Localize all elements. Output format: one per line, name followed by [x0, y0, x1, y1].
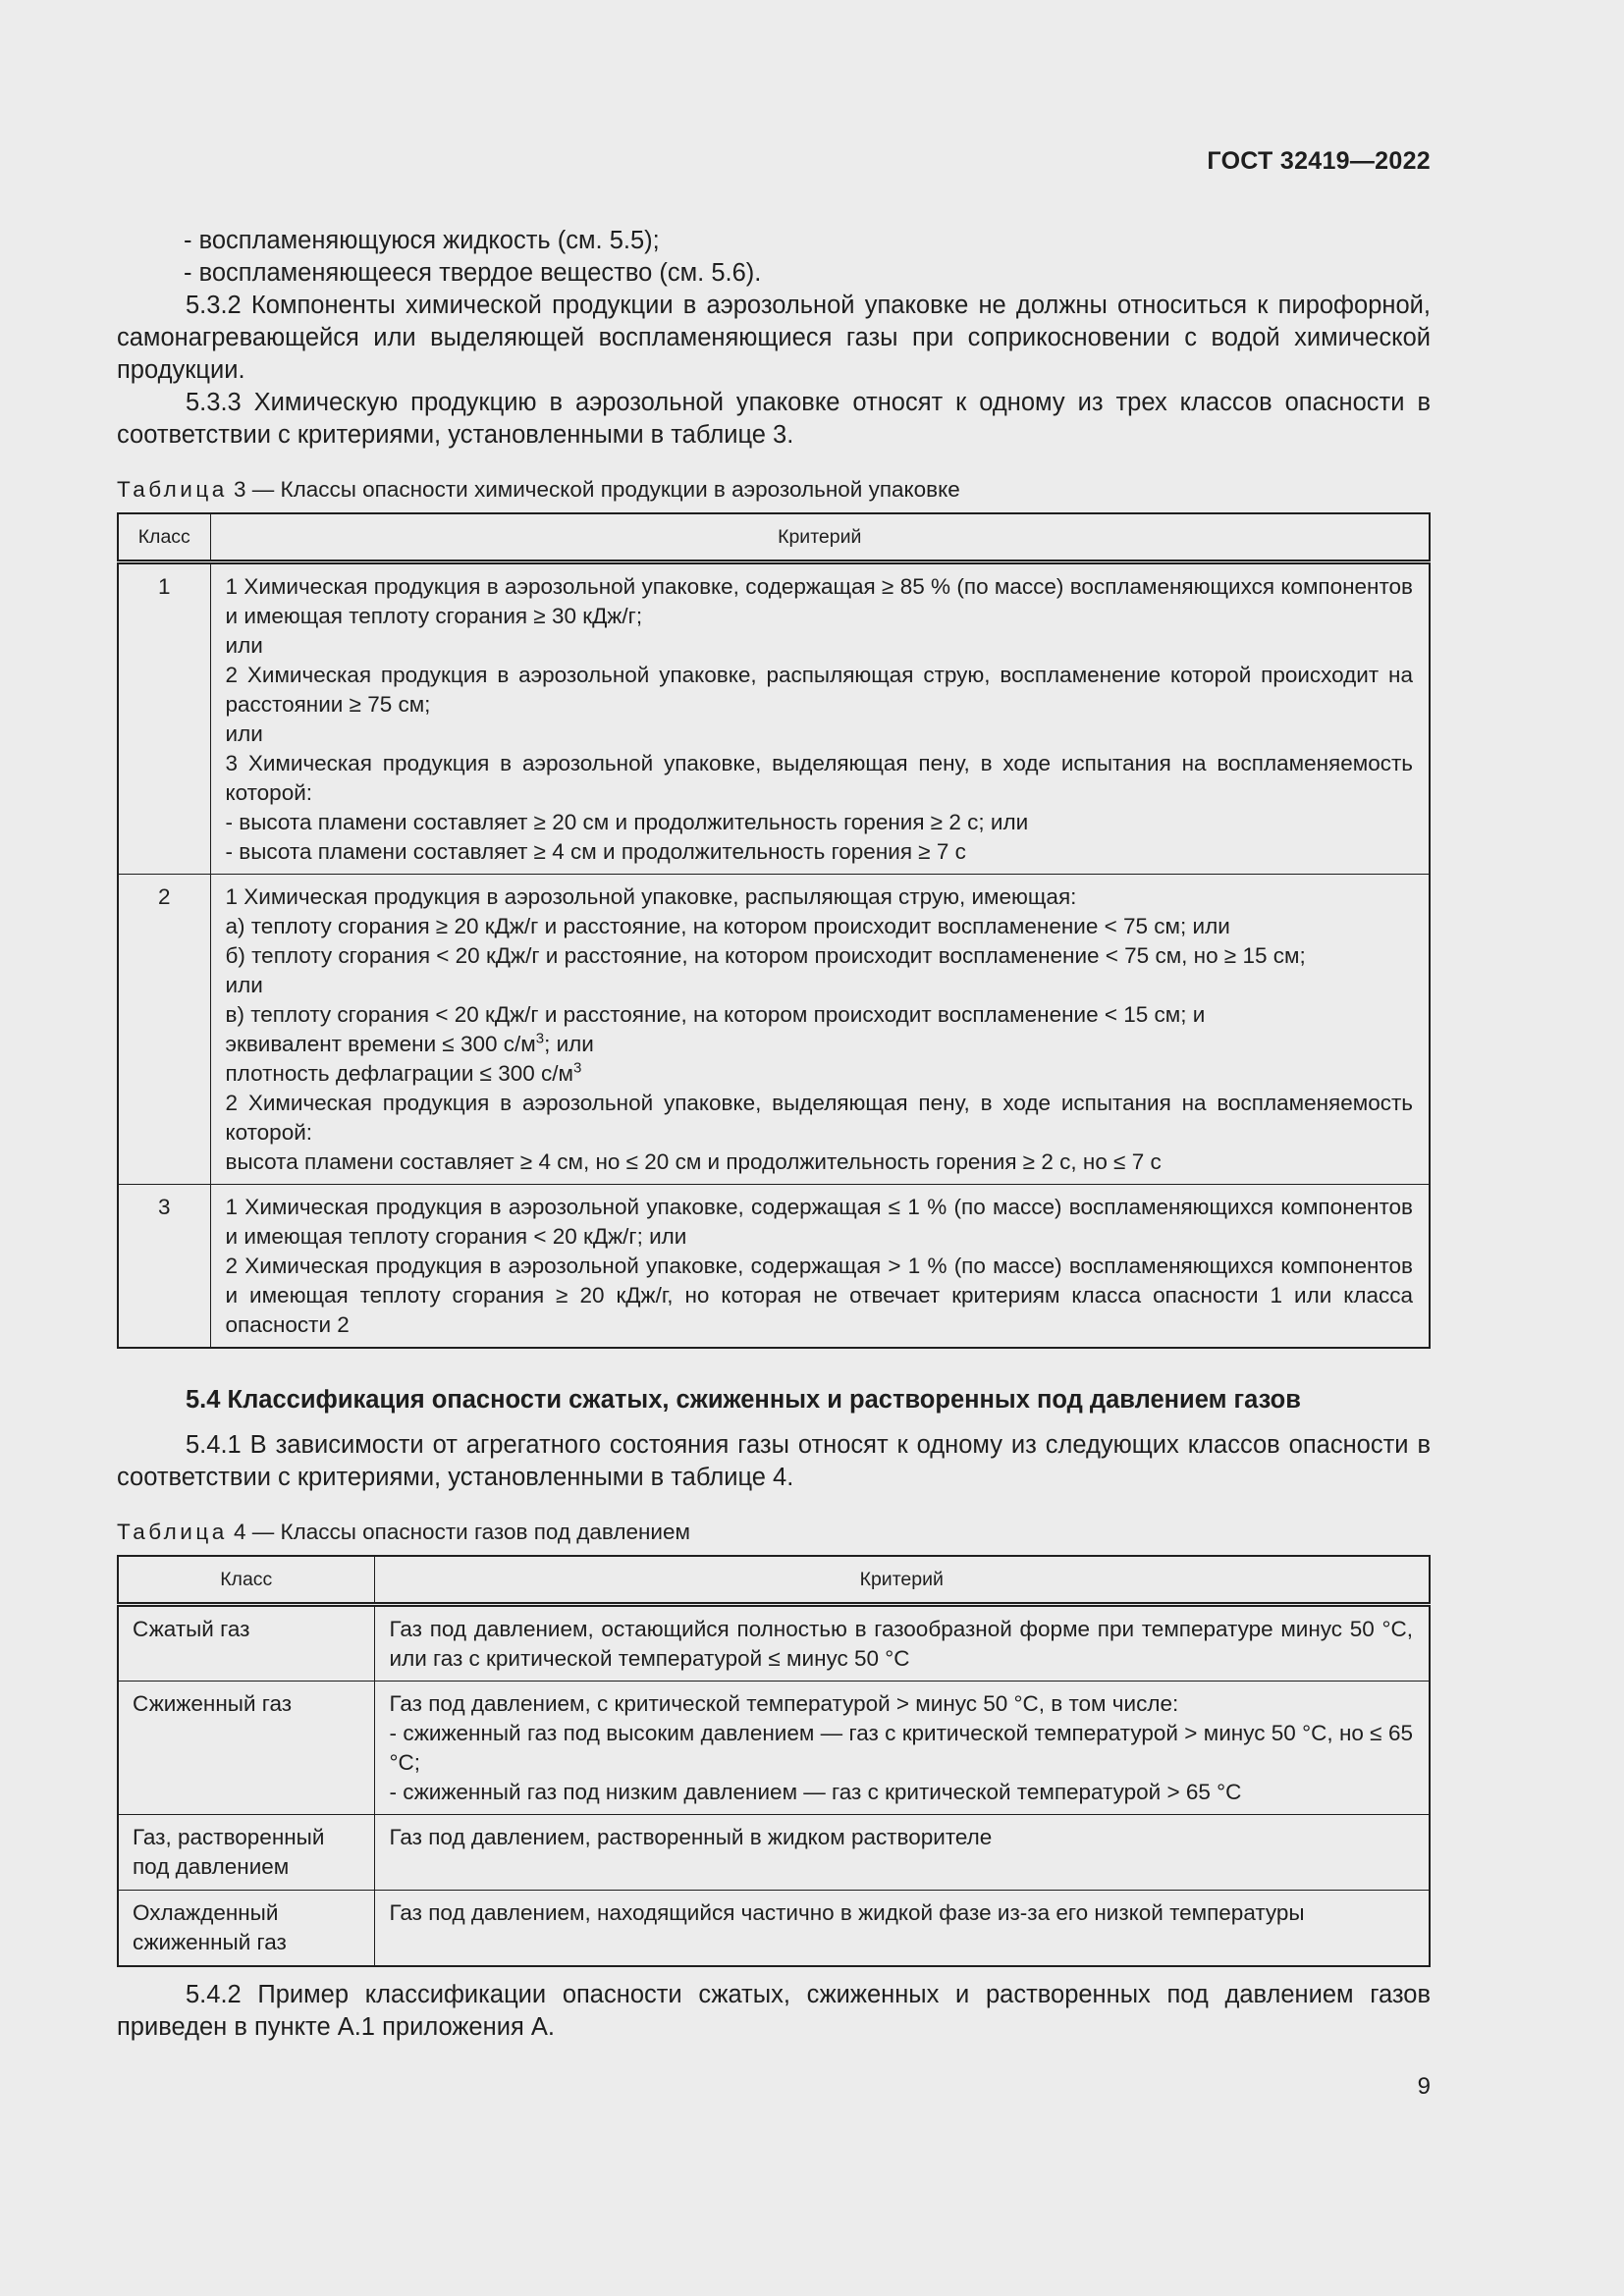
document-header: ГОСТ 32419—2022: [1207, 147, 1431, 175]
criterion-line: Газ под давлением, растворенный в жидком растворителе: [389, 1825, 993, 1849]
criterion-line: 2 Химическая продукция в аэрозольной упаковке, выделяющая пену, в ходе испытания на воспламеняемость которой:: [225, 1091, 1413, 1145]
page-content: [117, 225, 1431, 2044]
table-row: [118, 1682, 1430, 1815]
column-header-class: Класс: [118, 1556, 374, 1605]
criterion-line: или: [225, 633, 263, 658]
criterion-text: ; или: [544, 1032, 594, 1056]
page-number: 9: [1417, 2073, 1431, 2100]
class-cell: Газ, растворенный под давлением: [118, 1815, 374, 1891]
bullet-item: - воспламеняющееся твердое вещество (см. 5.6).: [184, 259, 762, 287]
criterion-cell: [210, 875, 1430, 1185]
criterion-line: [226, 1059, 1414, 1089]
caption-prefix: Таблица: [117, 1520, 228, 1544]
table-4-caption: [117, 1518, 1431, 1547]
criterion-line: Газ под давлением, остающийся полностью в газообразной форме при температуре минус 50 °С, или газ с критической температурой ≤ минус 50 °С: [389, 1617, 1413, 1671]
section-5-4-heading: 5.4 Классификация опасности сжатых, сжиженных и растворенных под давлением газов: [186, 1386, 1301, 1414]
criterion-line: Газ под давлением, с критической температурой > минус 50 °С, в том числе:: [389, 1691, 1179, 1716]
criterion-line: или: [225, 721, 263, 746]
criterion-line: высота пламени составляет ≥ 4 см, но ≤ 20 см и продолжительность горения ≥ 2 с, но ≤ 7 с: [225, 1149, 1162, 1174]
superscript: 3: [535, 1030, 545, 1047]
paragraph-5-4-2: 5.4.2 Пример классификации опасности сжатых, сжиженных и растворенных под давлением газов приведен в пункте А.1 приложения А.: [117, 1981, 1431, 2041]
criterion-line: - сжиженный газ под низким давлением — газ с критической температурой > 65 °С: [389, 1780, 1242, 1804]
criterion-text: плотность дефлаграции ≤ 300 с/м: [225, 1061, 574, 1086]
criterion-line: б) теплоту сгорания < 20 кДж/г и расстояние, на котором происходит воспламенение < 75 см, но ≥ 15 см;: [225, 943, 1306, 968]
criterion-line: 1 Химическая продукция в аэрозольной упаковке, содержащая ≤ 1 % (по массе) воспламеняющихся компонентов и имеющая теплоту сгорания < 20 кДж/г; или: [225, 1195, 1413, 1249]
criterion-text: эквивалент времени ≤ 300 с/м: [225, 1032, 536, 1056]
criterion-line: 3 Химическая продукция в аэрозольной упаковке, выделяющая пену, в ходе испытания на воспламеняемость которой:: [225, 751, 1413, 805]
table-row: [118, 1605, 1430, 1682]
criterion-line: 1 Химическая продукция в аэрозольной упаковке, содержащая ≥ 85 % (по массе) воспламеняющихся компонентов и имеющая теплоту сгорания ≥ 30 кДж/г;: [225, 574, 1413, 628]
class-cell: Охлажденный сжиженный газ: [118, 1891, 374, 1967]
table-4: [117, 1555, 1431, 1967]
caption-text: 4 — Классы опасности газов под давлением: [227, 1520, 690, 1544]
paragraph-5-3-2: 5.3.2 Компоненты химической продукции в аэрозольной упаковке не должны относиться к пирофорной, самонагревающейся или выделяющей воспламеняющиеся газы при соприкосновении с водой химической продукции.: [117, 292, 1431, 384]
class-cell: Сжиженный газ: [118, 1682, 374, 1815]
criterion-line: или: [225, 973, 263, 997]
criterion-line: - сжиженный газ под высоким давлением — газ с критической температурой > минус 50 °С, но ≤ 65 °С;: [389, 1721, 1413, 1775]
criterion-line: а) теплоту сгорания ≥ 20 кДж/г и расстояние, на котором происходит воспламенение < 75 см; или: [225, 914, 1230, 938]
paragraph-5-4-1: 5.4.1 В зависимости от агрегатного состояния газы относят к одному из следующих классов опасности в соответствии с критериями, установленными в таблице 4.: [117, 1431, 1431, 1491]
paragraph-5-3-3: 5.3.3 Химическую продукцию в аэрозольной упаковке относят к одному из трех классов опасности в соответствии с критериями, установленными в таблице 3.: [117, 389, 1431, 449]
caption-text: 3 — Классы опасности химической продукции в аэрозольной упаковке: [227, 477, 960, 502]
table-header-row: [118, 1556, 1430, 1605]
class-cell: Сжатый газ: [118, 1605, 374, 1682]
bullet-item: - воспламеняющуюся жидкость (см. 5.5);: [184, 227, 660, 254]
criterion-cell: [374, 1815, 1430, 1891]
column-header-criterion: Критерий: [374, 1556, 1430, 1605]
class-cell: 3: [118, 1185, 210, 1349]
table-header-row: [118, 513, 1430, 562]
criterion-line: 2 Химическая продукция в аэрозольной упаковке, содержащая > 1 % (по массе) воспламеняющихся компонентов и имеющая теплоту сгорания ≥ 20 кДж/г, но которая не отвечает критериям класса опасности 1 или класса опасности 2: [225, 1254, 1413, 1337]
class-cell: 1: [118, 562, 210, 875]
table-3: [117, 512, 1431, 1349]
criterion-cell: [374, 1891, 1430, 1967]
criterion-line: - высота пламени составляет ≥ 4 см и продолжительность горения ≥ 7 с: [225, 839, 966, 864]
criterion-line: 1 Химическая продукция в аэрозольной упаковке, распыляющая струю, имеющая:: [225, 884, 1077, 909]
criterion-line: - высота пламени составляет ≥ 20 см и продолжительность горения ≥ 2 с; или: [225, 810, 1029, 834]
table-row: [118, 875, 1430, 1185]
criterion-line: в) теплоту сгорания < 20 кДж/г и расстояние, на котором происходит воспламенение < 15 см; и: [225, 1002, 1206, 1027]
caption-prefix: Таблица: [117, 477, 228, 502]
column-header-criterion: Критерий: [210, 513, 1430, 562]
criterion-cell: [210, 1185, 1430, 1349]
criterion-cell: [374, 1605, 1430, 1682]
table-row: [118, 1891, 1430, 1967]
column-header-class: Класс: [118, 513, 210, 562]
criterion-cell: [374, 1682, 1430, 1815]
criterion-line: [226, 1030, 1414, 1059]
table-3-caption: [117, 475, 1431, 505]
criterion-cell: [210, 562, 1430, 875]
criterion-line: 2 Химическая продукция в аэрозольной упаковке, распыляющая струю, воспламенение которой происходит на расстоянии ≥ 75 см;: [225, 663, 1413, 717]
table-row: [118, 1815, 1430, 1891]
superscript: 3: [573, 1059, 582, 1077]
table-row: [118, 1185, 1430, 1349]
class-cell: 2: [118, 875, 210, 1185]
criterion-line: Газ под давлением, находящийся частично в жидкой фазе из-за его низкой температуры: [389, 1900, 1305, 1925]
table-row: [118, 562, 1430, 875]
